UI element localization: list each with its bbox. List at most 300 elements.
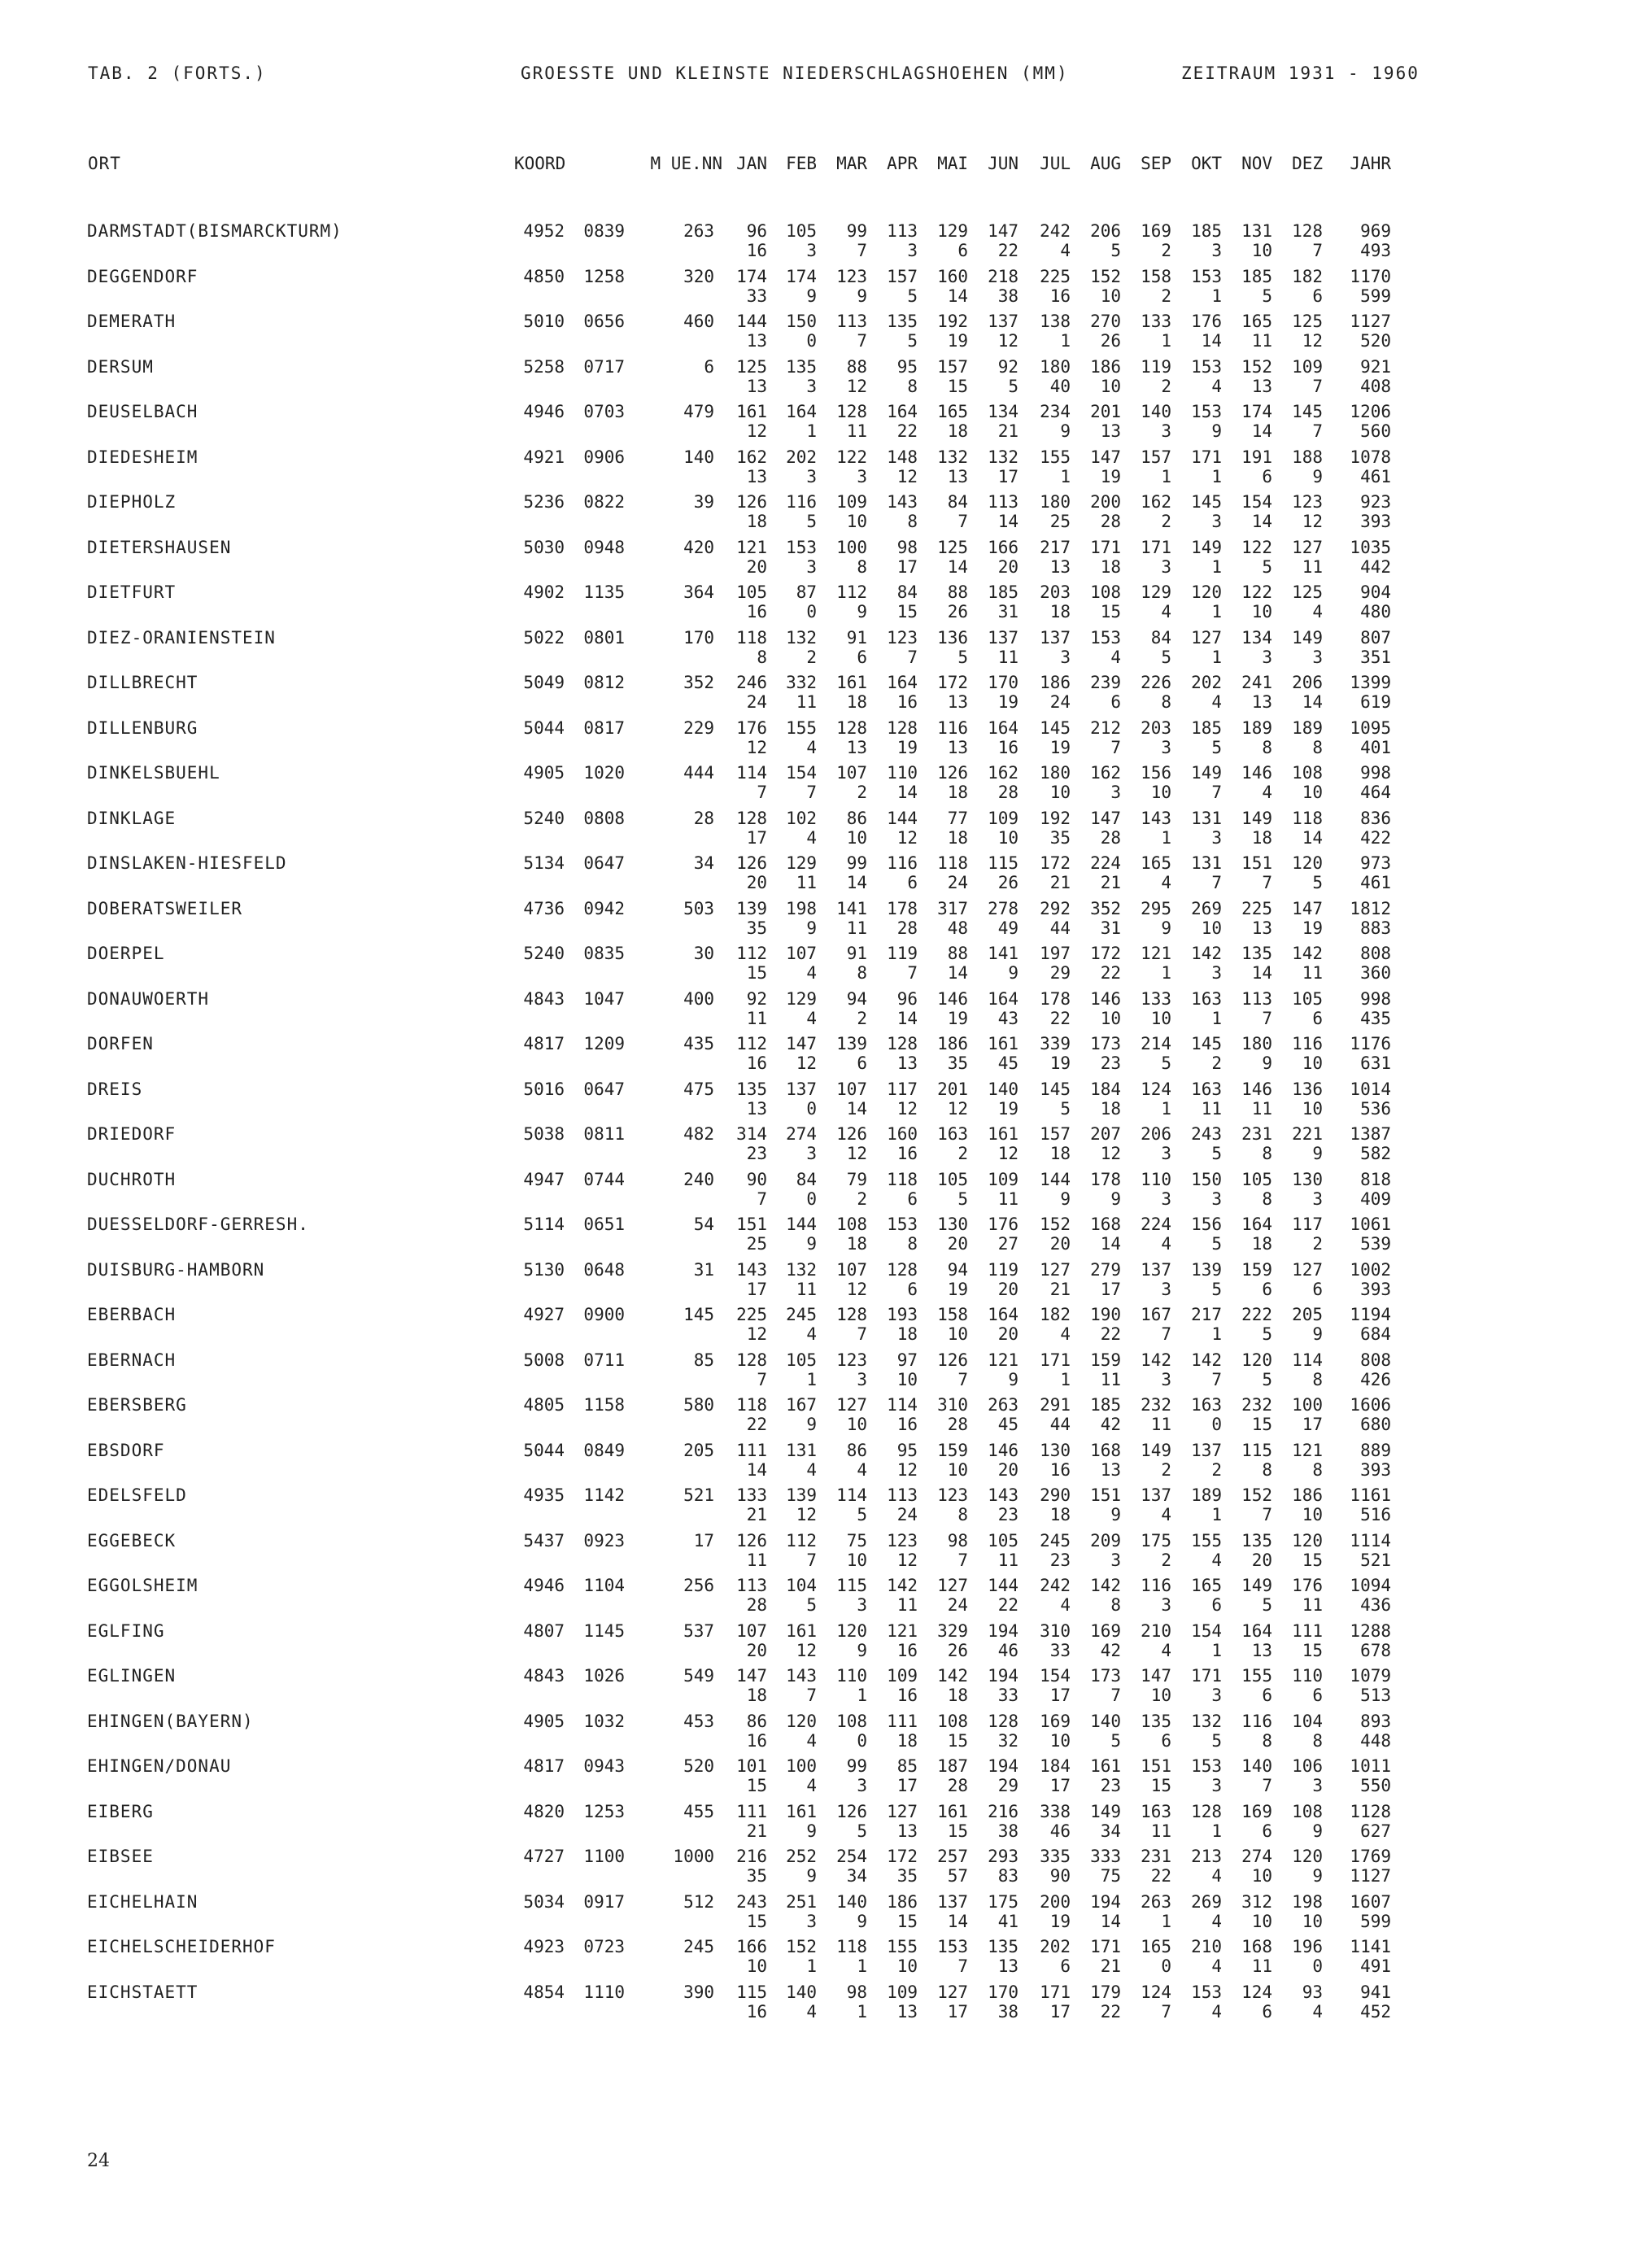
max-month-value: 170: [988, 673, 1019, 692]
max-month-value: 153: [1191, 266, 1222, 286]
max-month-value: 116: [1141, 1576, 1171, 1595]
station-row: [0, 1482, 1627, 1528]
min-year-value: 1127: [1350, 1866, 1391, 1886]
max-month-value: 101: [736, 1756, 767, 1776]
min-month-value: 9: [1060, 421, 1071, 441]
min-month-value: 4: [1211, 1956, 1222, 1976]
station-elevation: 455: [683, 1801, 714, 1821]
min-month-value: 5: [1161, 647, 1171, 667]
max-month-value: 128: [736, 808, 767, 828]
station-elevation: 400: [683, 988, 714, 1009]
max-month-value: 178: [1090, 1169, 1121, 1189]
min-month-value: 14: [1201, 331, 1222, 351]
min-month-value: 42: [1100, 1415, 1121, 1434]
station-elevation: 54: [693, 1215, 714, 1234]
min-month-value: 27: [997, 1234, 1019, 1254]
station-name: DUCHROTH: [87, 1169, 177, 1189]
min-month-value: 1: [857, 1956, 867, 1976]
max-month-value: 113: [887, 221, 918, 241]
min-month-value: 8: [1262, 1730, 1272, 1751]
min-month-value: 8: [857, 556, 867, 577]
max-month-value: 317: [937, 898, 968, 918]
station-longitude: 0808: [583, 808, 625, 828]
min-month-value: 1: [1161, 1098, 1171, 1119]
station-latitude: 4817: [523, 1034, 565, 1053]
min-month-value: 11: [846, 918, 867, 938]
min-month-value: 7: [806, 1550, 817, 1570]
max-month-value: 110: [887, 763, 918, 783]
max-month-value: 117: [1292, 1215, 1323, 1234]
max-month-value: 274: [1241, 1847, 1272, 1866]
max-month-value: 153: [786, 537, 817, 557]
max-month-value: 153: [1191, 1982, 1222, 2002]
station-row: [0, 1347, 1627, 1393]
min-month-value: 18: [1049, 1505, 1071, 1524]
max-month-value: 186: [887, 1891, 918, 1912]
station-row: [0, 669, 1627, 715]
station-elevation: 549: [683, 1666, 714, 1686]
max-month-value: 111: [736, 1801, 767, 1821]
min-month-value: 6: [907, 1279, 918, 1299]
max-month-value: 149: [1191, 763, 1222, 783]
min-month-value: 28: [1100, 827, 1121, 848]
max-month-value: 194: [988, 1756, 1019, 1776]
min-month-value: 5: [957, 1189, 968, 1209]
min-month-value: 5: [1060, 1098, 1071, 1119]
max-month-value: 143: [887, 492, 918, 512]
min-month-value: 21: [746, 1821, 767, 1841]
max-month-value: 179: [1090, 1982, 1121, 2002]
min-year-value: 513: [1360, 1686, 1391, 1705]
max-month-value: 132: [937, 447, 968, 467]
min-month-value: 3: [1211, 241, 1222, 260]
min-month-value: 12: [846, 1144, 867, 1163]
min-year-value: 409: [1360, 1189, 1391, 1209]
min-month-value: 1: [1211, 466, 1222, 486]
min-year-value: 493: [1360, 241, 1391, 260]
max-month-value: 110: [1292, 1666, 1323, 1686]
min-month-value: 17: [746, 827, 767, 848]
min-month-value: 31: [997, 602, 1019, 622]
max-month-value: 142: [1191, 1350, 1222, 1370]
max-month-value: 106: [1292, 1756, 1323, 1776]
min-month-value: 8: [1110, 1595, 1121, 1615]
max-month-value: 84: [1150, 627, 1171, 648]
max-month-value: 130: [1292, 1169, 1323, 1189]
min-year-value: 408: [1360, 376, 1391, 396]
max-month-value: 136: [1292, 1079, 1323, 1099]
max-month-value: 178: [1040, 988, 1071, 1009]
max-month-value: 102: [786, 808, 817, 828]
max-month-value: 239: [1090, 673, 1121, 692]
min-month-value: 7: [1262, 1776, 1272, 1795]
max-month-value: 206: [1141, 1124, 1171, 1144]
max-month-value: 105: [1292, 988, 1323, 1009]
min-month-value: 4: [806, 737, 817, 757]
max-month-value: 147: [736, 1666, 767, 1686]
min-month-value: 7: [1262, 873, 1272, 892]
page-number: 24: [87, 2151, 110, 2171]
min-month-value: 16: [746, 602, 767, 622]
min-month-value: 18: [1100, 1098, 1121, 1119]
min-month-value: 25: [1049, 512, 1071, 531]
station-latitude: 5134: [523, 853, 565, 873]
max-month-value: 192: [937, 312, 968, 331]
min-month-value: 6: [907, 873, 918, 892]
station-row: [0, 1031, 1627, 1076]
min-month-value: 13: [1049, 556, 1071, 577]
station-longitude: 0839: [583, 221, 625, 241]
max-month-value: 274: [786, 1124, 817, 1144]
min-month-value: 3: [1312, 1189, 1323, 1209]
max-month-value: 293: [988, 1847, 1019, 1866]
max-month-value: 176: [1292, 1576, 1323, 1595]
min-month-value: 10: [846, 512, 867, 531]
min-month-value: 10: [846, 827, 867, 848]
max-month-value: 185: [1241, 266, 1272, 286]
min-month-value: 8: [1312, 1459, 1323, 1480]
max-month-value: 129: [786, 853, 817, 873]
max-month-value: 190: [1090, 1305, 1121, 1324]
station-latitude: 5008: [523, 1350, 565, 1370]
station-longitude: 0906: [583, 447, 625, 467]
min-month-value: 9: [1161, 918, 1171, 938]
min-month-value: 5: [1262, 286, 1272, 306]
max-month-value: 171: [1090, 1937, 1121, 1956]
max-month-value: 164: [988, 988, 1019, 1009]
station-latitude: 4947: [523, 1169, 565, 1189]
min-month-value: 6: [857, 1053, 867, 1073]
min-month-value: 18: [1100, 556, 1121, 577]
max-month-value: 128: [1191, 1801, 1222, 1821]
max-month-value: 138: [1040, 312, 1071, 331]
max-month-value: 135: [988, 1937, 1019, 1956]
max-month-value: 127: [937, 1982, 968, 2002]
max-month-value: 98: [896, 537, 918, 557]
max-month-value: 217: [1040, 537, 1071, 557]
max-month-value: 175: [988, 1891, 1019, 1912]
max-month-value: 187: [937, 1756, 968, 1776]
station-name: DIEPHOLZ: [87, 492, 177, 512]
max-year-value: 941: [1360, 1982, 1391, 2002]
station-elevation: 256: [683, 1576, 714, 1595]
max-month-value: 168: [1090, 1440, 1121, 1460]
min-month-value: 13: [947, 737, 968, 757]
max-month-value: 194: [988, 1620, 1019, 1641]
min-month-value: 5: [1008, 376, 1019, 396]
max-month-value: 242: [1040, 221, 1071, 241]
max-year-value: 998: [1360, 988, 1391, 1009]
max-month-value: 263: [988, 1395, 1019, 1415]
station-longitude: 1158: [583, 1395, 625, 1415]
max-year-value: 1094: [1350, 1576, 1391, 1595]
min-month-value: 4: [1211, 1866, 1222, 1886]
max-month-value: 243: [1191, 1124, 1222, 1144]
min-month-value: 11: [1251, 1098, 1272, 1119]
max-month-value: 165: [1141, 853, 1171, 873]
max-month-value: 108: [836, 1215, 867, 1234]
min-month-value: 3: [1161, 1369, 1171, 1389]
station-latitude: 5114: [523, 1215, 565, 1234]
max-month-value: 173: [1090, 1034, 1121, 1053]
min-month-value: 12: [846, 376, 867, 396]
station-elevation: 31: [693, 1259, 714, 1280]
min-month-value: 24: [947, 873, 968, 892]
station-elevation: 537: [683, 1620, 714, 1641]
min-month-value: 9: [806, 1415, 817, 1434]
min-month-value: 13: [746, 466, 767, 486]
max-month-value: 98: [947, 1530, 968, 1551]
min-month-value: 1: [1060, 466, 1071, 486]
min-month-value: 5: [1211, 1279, 1222, 1299]
min-month-value: 17: [1302, 1415, 1323, 1434]
min-month-value: 11: [1251, 331, 1272, 351]
min-month-value: 23: [997, 1505, 1019, 1524]
max-month-value: 98: [846, 1982, 867, 2002]
max-month-value: 164: [988, 717, 1019, 738]
min-month-value: 24: [947, 1595, 968, 1615]
station-latitude: 4935: [523, 1485, 565, 1505]
station-name: DINSLAKEN-HIESFELD: [87, 853, 287, 873]
station-longitude: 0703: [583, 402, 625, 421]
max-month-value: 127: [937, 1576, 968, 1595]
max-month-value: 86: [746, 1711, 767, 1731]
min-month-value: 8: [907, 376, 918, 396]
max-month-value: 165: [1141, 1937, 1171, 1956]
min-month-value: 19: [1302, 918, 1323, 938]
max-month-value: 121: [736, 537, 767, 557]
station-row: [0, 1257, 1627, 1302]
max-month-value: 126: [836, 1801, 867, 1821]
min-month-value: 11: [1150, 1821, 1171, 1841]
min-month-value: 17: [896, 556, 918, 577]
max-month-value: 133: [1141, 988, 1171, 1009]
min-month-value: 1: [857, 2001, 867, 2022]
column-header-mue: M UE.NN: [650, 154, 722, 173]
min-month-value: 10: [1302, 1053, 1323, 1073]
min-month-value: 1: [1211, 647, 1222, 667]
station-latitude: 5437: [523, 1530, 565, 1551]
min-month-value: 17: [1049, 1776, 1071, 1795]
max-month-value: 116: [1241, 1711, 1272, 1731]
min-month-value: 16: [896, 1686, 918, 1705]
min-month-value: 8: [1161, 692, 1171, 712]
min-month-value: 1: [1211, 602, 1222, 622]
max-month-value: 147: [786, 1034, 817, 1053]
min-month-value: 14: [746, 1459, 767, 1480]
max-month-value: 167: [1141, 1305, 1171, 1324]
max-month-value: 140: [1090, 1711, 1121, 1731]
max-month-value: 167: [786, 1395, 817, 1415]
min-month-value: 12: [896, 1459, 918, 1480]
max-month-value: 155: [786, 717, 817, 738]
max-month-value: 121: [1292, 1440, 1323, 1460]
max-month-value: 139: [1191, 1259, 1222, 1280]
max-year-value: 1288: [1350, 1620, 1391, 1641]
max-month-value: 165: [1241, 312, 1272, 331]
min-month-value: 26: [1100, 331, 1121, 351]
max-month-value: 145: [1191, 1034, 1222, 1053]
station-longitude: 1209: [583, 1034, 625, 1053]
station-longitude: 1032: [583, 1711, 625, 1731]
min-month-value: 8: [1262, 1144, 1272, 1163]
min-month-value: 1: [806, 421, 817, 441]
min-month-value: 6: [1312, 1279, 1323, 1299]
min-month-value: 3: [1211, 512, 1222, 531]
min-month-value: 19: [947, 331, 968, 351]
max-month-value: 312: [1241, 1891, 1272, 1912]
station-name: EBSDORF: [87, 1440, 165, 1460]
max-month-value: 310: [1040, 1620, 1071, 1641]
min-month-value: 3: [1211, 963, 1222, 983]
max-month-value: 112: [836, 582, 867, 602]
min-month-value: 9: [857, 286, 867, 306]
max-month-value: 135: [1141, 1711, 1171, 1731]
min-month-value: 12: [896, 1098, 918, 1119]
station-elevation: 352: [683, 673, 714, 692]
max-year-value: 1769: [1350, 1847, 1391, 1866]
min-month-value: 12: [896, 1550, 918, 1570]
min-year-value: 436: [1360, 1595, 1391, 1615]
station-longitude: 1253: [583, 1801, 625, 1821]
max-month-value: 157: [937, 356, 968, 377]
max-month-value: 141: [988, 944, 1019, 963]
min-month-value: 15: [746, 1911, 767, 1931]
max-month-value: 108: [1292, 1801, 1323, 1821]
min-month-value: 28: [947, 1776, 968, 1795]
station-latitude: 4843: [523, 1666, 565, 1686]
min-month-value: 2: [1211, 1053, 1222, 1073]
max-year-value: 1194: [1350, 1305, 1391, 1324]
max-month-value: 171: [1040, 1350, 1071, 1370]
min-month-value: 7: [1211, 873, 1222, 892]
max-month-value: 111: [887, 1711, 918, 1731]
max-month-value: 105: [736, 582, 767, 602]
min-year-value: 560: [1360, 421, 1391, 441]
max-month-value: 170: [988, 1982, 1019, 2002]
min-month-value: 16: [896, 692, 918, 712]
station-latitude: 4905: [523, 1711, 565, 1731]
station-name: DRIEDORF: [87, 1124, 177, 1144]
min-month-value: 6: [1161, 1730, 1171, 1751]
station-name: EBERSBERG: [87, 1395, 187, 1415]
max-month-value: 128: [1292, 221, 1323, 241]
max-month-value: 88: [947, 944, 968, 963]
max-month-value: 118: [937, 853, 968, 873]
min-month-value: 13: [1251, 376, 1272, 396]
max-month-value: 110: [1141, 1169, 1171, 1189]
max-month-value: 189: [1292, 717, 1323, 738]
min-month-value: 12: [896, 827, 918, 848]
station-name: DREIS: [87, 1079, 143, 1099]
min-month-value: 2: [1161, 1459, 1171, 1480]
min-year-value: 680: [1360, 1415, 1391, 1434]
min-month-value: 14: [947, 556, 968, 577]
max-month-value: 291: [1040, 1395, 1071, 1415]
min-month-value: 19: [997, 1098, 1019, 1119]
max-month-value: 147: [1292, 898, 1323, 918]
min-month-value: 6: [1262, 1686, 1272, 1705]
max-year-value: 1607: [1350, 1891, 1391, 1912]
min-month-value: 11: [997, 1550, 1019, 1570]
max-month-value: 119: [887, 944, 918, 963]
min-month-value: 18: [947, 827, 968, 848]
max-month-value: 292: [1040, 898, 1071, 918]
min-month-value: 16: [746, 1730, 767, 1751]
max-month-value: 189: [1241, 717, 1272, 738]
min-month-value: 34: [846, 1866, 867, 1886]
min-month-value: 10: [1049, 783, 1071, 802]
station-longitude: 0900: [583, 1305, 625, 1324]
min-month-value: 2: [1161, 1550, 1171, 1570]
max-month-value: 139: [736, 898, 767, 918]
max-month-value: 128: [836, 717, 867, 738]
max-month-value: 172: [1090, 944, 1121, 963]
station-longitude: 1047: [583, 988, 625, 1009]
station-latitude: 4727: [523, 1847, 565, 1866]
min-month-value: 18: [746, 512, 767, 531]
station-row: [0, 1663, 1627, 1708]
min-month-value: 19: [1049, 737, 1071, 757]
min-month-value: 6: [1312, 1008, 1323, 1028]
min-month-value: 0: [857, 1730, 867, 1751]
station-row: [0, 625, 1627, 670]
min-year-value: 426: [1360, 1369, 1391, 1389]
max-month-value: 232: [1141, 1395, 1171, 1415]
max-month-value: 150: [786, 312, 817, 331]
max-month-value: 97: [896, 1350, 918, 1370]
max-month-value: 147: [1141, 1666, 1171, 1686]
max-month-value: 79: [846, 1169, 867, 1189]
max-month-value: 137: [937, 1891, 968, 1912]
min-month-value: 41: [997, 1911, 1019, 1931]
min-month-value: 1: [857, 1686, 867, 1705]
max-month-value: 154: [1241, 492, 1272, 512]
max-month-value: 110: [836, 1666, 867, 1686]
max-month-value: 162: [736, 447, 767, 467]
min-month-value: 14: [1251, 512, 1272, 531]
max-month-value: 231: [1241, 1124, 1272, 1144]
min-month-value: 10: [947, 1459, 968, 1480]
max-month-value: 157: [1141, 447, 1171, 467]
max-month-value: 112: [736, 1034, 767, 1053]
max-month-value: 186: [1090, 356, 1121, 377]
max-month-value: 109: [887, 1666, 918, 1686]
min-month-value: 14: [1100, 1234, 1121, 1254]
min-month-value: 13: [1100, 421, 1121, 441]
min-month-value: 2: [857, 1189, 867, 1209]
max-month-value: 245: [786, 1305, 817, 1324]
max-month-value: 155: [887, 1937, 918, 1956]
min-month-value: 1: [1161, 963, 1171, 983]
station-name: EGLINGEN: [87, 1666, 177, 1686]
max-month-value: 151: [736, 1215, 767, 1234]
max-month-value: 92: [746, 988, 767, 1009]
min-month-value: 5: [907, 286, 918, 306]
max-month-value: 269: [1191, 1891, 1222, 1912]
max-month-value: 109: [988, 1169, 1019, 1189]
max-month-value: 156: [1191, 1215, 1222, 1234]
min-month-value: 3: [857, 466, 867, 486]
max-month-value: 164: [887, 402, 918, 421]
min-month-value: 1: [1211, 1008, 1222, 1028]
max-month-value: 122: [836, 447, 867, 467]
min-month-value: 13: [997, 1956, 1019, 1976]
max-month-value: 263: [1141, 1891, 1171, 1912]
min-month-value: 21: [746, 1505, 767, 1524]
column-header-jan: JAN: [736, 154, 767, 173]
max-month-value: 155: [1241, 1666, 1272, 1686]
